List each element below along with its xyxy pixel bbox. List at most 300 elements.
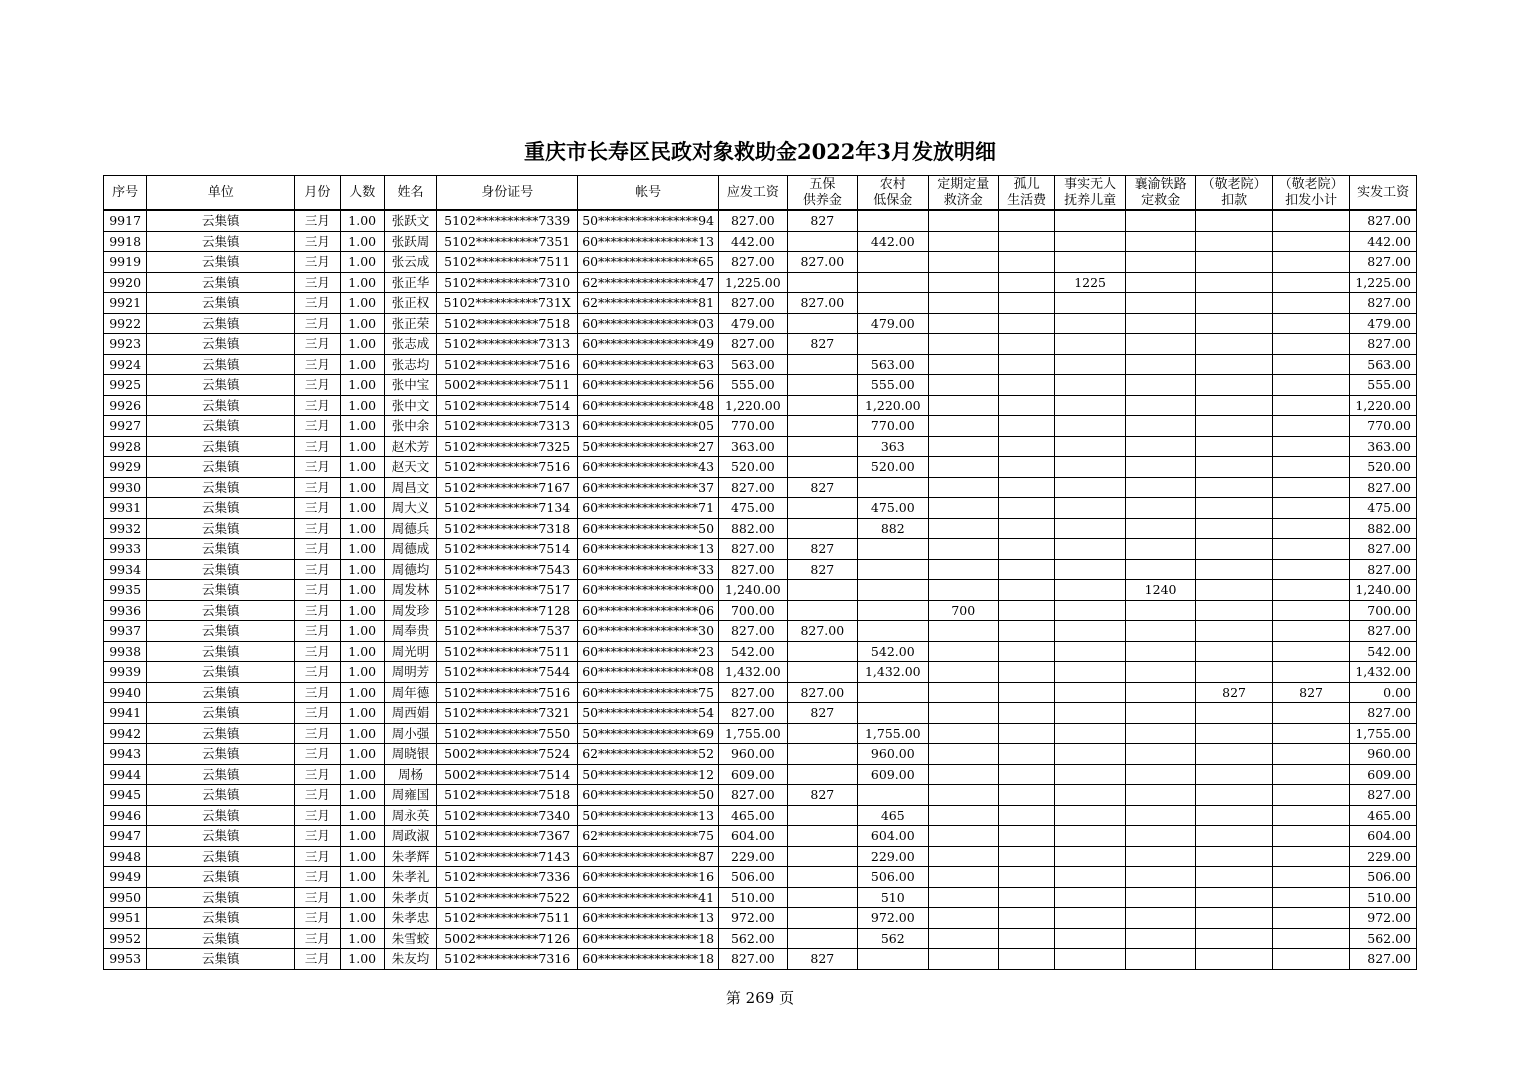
col-five-guarantee-cell: 827 — [787, 703, 857, 724]
col-actual-pay-cell: 827.00 — [1350, 477, 1417, 498]
col-payable-cell: 827.00 — [719, 682, 787, 703]
col-orphan-living-cell — [999, 580, 1055, 601]
col-regular-relief-cell — [928, 641, 998, 662]
col-orphan-living-cell — [999, 949, 1055, 970]
table-row — [104, 641, 1417, 662]
col-name-cell: 朱孝贞 — [384, 887, 436, 908]
col-count-cell: 1.00 — [340, 867, 384, 888]
col-five-guarantee-cell: 827.00 — [787, 252, 857, 273]
col-payable-cell: 827.00 — [719, 539, 787, 560]
col-railway-relief-cell — [1125, 785, 1195, 806]
col-index-cell: 9926 — [104, 395, 147, 416]
col-railway-relief-cell — [1125, 539, 1195, 560]
col-name-cell: 周永英 — [384, 805, 436, 826]
col-unit-cell: 云集镇 — [147, 580, 295, 601]
col-five-guarantee-cell: 827 — [787, 785, 857, 806]
col-five-guarantee-cell — [787, 887, 857, 908]
col-account-cell: 60****************08 — [578, 662, 719, 683]
table-row — [104, 498, 1417, 519]
col-actual-pay-cell: 827.00 — [1350, 949, 1417, 970]
col-month-cell: 三月 — [295, 621, 340, 642]
col-unit-cell: 云集镇 — [147, 723, 295, 744]
table-body — [104, 210, 1417, 969]
col-unsupported-children-cell — [1055, 395, 1125, 416]
col-regular-relief-cell — [928, 334, 998, 355]
table-row — [104, 580, 1417, 601]
col-id-number-cell: 5102**********7336 — [437, 867, 578, 888]
col-month-cell: 三月 — [295, 887, 340, 908]
col-five-guarantee-cell — [787, 457, 857, 478]
col-unit-cell: 云集镇 — [147, 539, 295, 560]
table-row — [104, 846, 1417, 867]
col-index-cell: 9947 — [104, 826, 147, 847]
col-rural-subsistence-cell — [858, 272, 928, 293]
page-number: 第 269 页 — [725, 989, 795, 1007]
col-actual-pay-cell: 520.00 — [1350, 457, 1417, 478]
col-orphan-living-cell — [999, 805, 1055, 826]
col-id-number-cell: 5102**********7543 — [437, 559, 578, 580]
col-nursing-deduction-cell — [1196, 477, 1273, 498]
col-id-number-cell: 5102**********7516 — [437, 457, 578, 478]
col-id-number-cell: 5102**********7313 — [437, 334, 578, 355]
table-row — [104, 272, 1417, 293]
col-railway-relief-cell — [1125, 621, 1195, 642]
col-month-cell: 三月 — [295, 785, 340, 806]
col-regular-relief-cell — [928, 887, 998, 908]
col-rural-subsistence-cell: 363 — [858, 436, 928, 457]
col-account-cell: 60****************71 — [578, 498, 719, 519]
col-unsupported-children-cell — [1055, 457, 1125, 478]
col-count-cell: 1.00 — [340, 457, 384, 478]
table-row — [104, 621, 1417, 642]
col-month-cell: 三月 — [295, 949, 340, 970]
col-nursing-deduction-cell — [1196, 210, 1273, 231]
col-five-guarantee-cell — [787, 805, 857, 826]
col-orphan-living-cell — [999, 416, 1055, 437]
col-id-number-cell: 5102**********7128 — [437, 600, 578, 621]
col-regular-relief-cell — [928, 272, 998, 293]
col-index-cell: 9934 — [104, 559, 147, 580]
col-count-cell: 1.00 — [340, 334, 384, 355]
col-five-guarantee-cell — [787, 744, 857, 765]
col-account-cell: 60****************50 — [578, 785, 719, 806]
col-railway-relief-cell — [1125, 662, 1195, 683]
col-actual-pay-cell: 0.00 — [1350, 682, 1417, 703]
col-name-cell: 张跃文 — [384, 210, 436, 231]
col-payable-cell: 827.00 — [719, 559, 787, 580]
col-railway-relief-header: 襄渝铁路 定救金 — [1125, 176, 1195, 211]
col-payable-cell: 363.00 — [719, 436, 787, 457]
col-index-cell: 9928 — [104, 436, 147, 457]
col-name-header: 姓名 — [384, 176, 436, 211]
col-name-cell: 周杨 — [384, 764, 436, 785]
col-index-cell: 9924 — [104, 354, 147, 375]
col-five-guarantee-cell: 827 — [787, 334, 857, 355]
col-nursing-deduction-cell — [1196, 744, 1273, 765]
col-month-cell: 三月 — [295, 928, 340, 949]
col-month-cell: 三月 — [295, 559, 340, 580]
col-unit-cell: 云集镇 — [147, 436, 295, 457]
col-account-cell: 50****************54 — [578, 703, 719, 724]
col-five-guarantee-cell — [787, 231, 857, 252]
col-nursing-deduction-cell — [1196, 313, 1273, 334]
col-unsupported-children-cell — [1055, 928, 1125, 949]
col-id-number-cell: 5102**********7351 — [437, 231, 578, 252]
col-actual-pay-cell: 604.00 — [1350, 826, 1417, 847]
col-actual-pay-cell: 827.00 — [1350, 539, 1417, 560]
col-unsupported-children-header: 事实无人 抚养儿童 — [1055, 176, 1125, 211]
col-nursing-deduction-cell — [1196, 785, 1273, 806]
col-actual-pay-cell: 1,755.00 — [1350, 723, 1417, 744]
col-railway-relief-cell — [1125, 477, 1195, 498]
col-index-cell: 9951 — [104, 908, 147, 929]
col-name-cell: 周光明 — [384, 641, 436, 662]
col-month-cell: 三月 — [295, 867, 340, 888]
col-rural-subsistence-cell: 229.00 — [858, 846, 928, 867]
col-nursing-deduction-subtotal-cell: 827 — [1272, 682, 1350, 703]
table-row — [104, 949, 1417, 970]
col-nursing-deduction-subtotal-cell — [1272, 867, 1350, 888]
col-five-guarantee-cell — [787, 662, 857, 683]
col-payable-cell: 827.00 — [719, 949, 787, 970]
col-nursing-deduction-subtotal-cell — [1272, 313, 1350, 334]
col-month-cell: 三月 — [295, 210, 340, 231]
col-five-guarantee-cell — [787, 826, 857, 847]
col-nursing-deduction-subtotal-cell — [1272, 805, 1350, 826]
table-row — [104, 395, 1417, 416]
col-count-cell: 1.00 — [340, 846, 384, 867]
col-payable-cell: 960.00 — [719, 744, 787, 765]
col-unsupported-children-cell — [1055, 313, 1125, 334]
col-railway-relief-cell — [1125, 416, 1195, 437]
col-actual-pay-cell: 506.00 — [1350, 867, 1417, 888]
col-nursing-deduction-cell: 827 — [1196, 682, 1273, 703]
col-rural-subsistence-cell — [858, 252, 928, 273]
col-month-cell: 三月 — [295, 805, 340, 826]
col-month-cell: 三月 — [295, 436, 340, 457]
col-rural-subsistence-cell: 972.00 — [858, 908, 928, 929]
col-name-cell: 张中余 — [384, 416, 436, 437]
col-index-cell: 9941 — [104, 703, 147, 724]
col-nursing-deduction-subtotal-cell — [1272, 580, 1350, 601]
col-count-cell: 1.00 — [340, 293, 384, 314]
col-account-cell: 50****************27 — [578, 436, 719, 457]
col-nursing-deduction-cell — [1196, 703, 1273, 724]
col-regular-relief-cell — [928, 846, 998, 867]
col-unit-cell: 云集镇 — [147, 477, 295, 498]
col-nursing-deduction-subtotal-cell — [1272, 231, 1350, 252]
col-unsupported-children-cell — [1055, 641, 1125, 662]
col-nursing-deduction-subtotal-cell — [1272, 375, 1350, 396]
col-count-cell: 1.00 — [340, 641, 384, 662]
col-unsupported-children-cell — [1055, 416, 1125, 437]
col-unit-cell: 云集镇 — [147, 949, 295, 970]
col-unit-cell: 云集镇 — [147, 867, 295, 888]
col-index-cell: 9952 — [104, 928, 147, 949]
col-count-cell: 1.00 — [340, 375, 384, 396]
col-count-cell: 1.00 — [340, 826, 384, 847]
col-name-cell: 张中宝 — [384, 375, 436, 396]
col-name-cell: 张志均 — [384, 354, 436, 375]
col-actual-pay-cell: 465.00 — [1350, 805, 1417, 826]
col-actual-pay-cell: 475.00 — [1350, 498, 1417, 519]
col-payable-cell: 972.00 — [719, 908, 787, 929]
col-name-cell: 赵术芳 — [384, 436, 436, 457]
col-month-cell: 三月 — [295, 518, 340, 539]
col-count-cell: 1.00 — [340, 252, 384, 273]
col-regular-relief-cell — [928, 744, 998, 765]
col-account-cell: 50****************69 — [578, 723, 719, 744]
col-id-number-cell: 5002**********7514 — [437, 764, 578, 785]
col-orphan-living-cell — [999, 785, 1055, 806]
col-five-guarantee-cell — [787, 498, 857, 519]
col-month-cell: 三月 — [295, 600, 340, 621]
col-unit-cell: 云集镇 — [147, 559, 295, 580]
col-unsupported-children-cell — [1055, 805, 1125, 826]
col-rural-subsistence-cell: 479.00 — [858, 313, 928, 334]
col-five-guarantee-cell — [787, 416, 857, 437]
col-nursing-deduction-subtotal-cell — [1272, 416, 1350, 437]
col-count-cell: 1.00 — [340, 764, 384, 785]
col-id-number-cell: 5102**********7514 — [437, 395, 578, 416]
col-id-number-cell: 5102**********7321 — [437, 703, 578, 724]
col-unit-cell: 云集镇 — [147, 210, 295, 231]
col-railway-relief-cell — [1125, 764, 1195, 785]
col-count-cell: 1.00 — [340, 395, 384, 416]
col-regular-relief-cell — [928, 559, 998, 580]
table-row — [104, 559, 1417, 580]
col-rural-subsistence-cell: 1,432.00 — [858, 662, 928, 683]
col-unsupported-children-cell — [1055, 477, 1125, 498]
col-orphan-living-cell — [999, 682, 1055, 703]
col-nursing-deduction-cell — [1196, 416, 1273, 437]
col-id-number-cell: 5102**********7143 — [437, 846, 578, 867]
col-railway-relief-cell — [1125, 867, 1195, 888]
col-regular-relief-cell: 700 — [928, 600, 998, 621]
table-row — [104, 252, 1417, 273]
col-unit-cell: 云集镇 — [147, 908, 295, 929]
col-account-cell: 60****************37 — [578, 477, 719, 498]
col-unit-cell: 云集镇 — [147, 457, 295, 478]
table-row — [104, 744, 1417, 765]
table-row — [104, 662, 1417, 683]
col-unsupported-children-cell — [1055, 662, 1125, 683]
col-index-cell: 9918 — [104, 231, 147, 252]
col-payable-cell: 563.00 — [719, 354, 787, 375]
col-actual-pay-cell: 770.00 — [1350, 416, 1417, 437]
col-index-cell: 9922 — [104, 313, 147, 334]
col-payable-cell: 700.00 — [719, 600, 787, 621]
col-regular-relief-cell — [928, 908, 998, 929]
col-nursing-deduction-cell — [1196, 764, 1273, 785]
col-five-guarantee-cell — [787, 375, 857, 396]
col-index-cell: 9948 — [104, 846, 147, 867]
col-orphan-living-cell — [999, 928, 1055, 949]
col-month-cell: 三月 — [295, 395, 340, 416]
col-five-guarantee-header: 五保 供养金 — [787, 176, 857, 211]
col-actual-pay-cell: 563.00 — [1350, 354, 1417, 375]
col-railway-relief-cell — [1125, 293, 1195, 314]
col-actual-pay-cell: 972.00 — [1350, 908, 1417, 929]
col-rural-subsistence-cell — [858, 559, 928, 580]
col-account-cell: 60****************56 — [578, 375, 719, 396]
col-actual-pay-cell: 827.00 — [1350, 703, 1417, 724]
col-nursing-deduction-subtotal-cell — [1272, 210, 1350, 231]
col-five-guarantee-cell — [787, 764, 857, 785]
table-row — [104, 908, 1417, 929]
col-actual-pay-cell: 827.00 — [1350, 210, 1417, 231]
table-header — [104, 176, 1417, 211]
col-month-cell: 三月 — [295, 354, 340, 375]
col-name-cell: 张云成 — [384, 252, 436, 273]
col-railway-relief-cell — [1125, 723, 1195, 744]
col-payable-cell: 827.00 — [719, 252, 787, 273]
col-count-cell: 1.00 — [340, 928, 384, 949]
col-nursing-deduction-subtotal-cell — [1272, 600, 1350, 621]
col-count-cell: 1.00 — [340, 703, 384, 724]
col-name-cell: 朱孝辉 — [384, 846, 436, 867]
col-five-guarantee-cell — [787, 436, 857, 457]
col-orphan-living-cell — [999, 887, 1055, 908]
col-unit-cell: 云集镇 — [147, 764, 295, 785]
col-rural-subsistence-cell: 1,755.00 — [858, 723, 928, 744]
col-count-cell: 1.00 — [340, 498, 384, 519]
col-orphan-living-cell — [999, 600, 1055, 621]
col-account-cell: 62****************52 — [578, 744, 719, 765]
col-index-cell: 9946 — [104, 805, 147, 826]
col-railway-relief-cell — [1125, 805, 1195, 826]
col-name-cell: 周晓银 — [384, 744, 436, 765]
col-railway-relief-cell — [1125, 334, 1195, 355]
col-actual-pay-cell: 555.00 — [1350, 375, 1417, 396]
col-payable-cell: 827.00 — [719, 477, 787, 498]
col-unit-cell: 云集镇 — [147, 375, 295, 396]
col-id-number-cell: 5102**********731X — [437, 293, 578, 314]
col-nursing-deduction-subtotal-cell — [1272, 559, 1350, 580]
col-unit-cell: 云集镇 — [147, 272, 295, 293]
col-unit-cell: 云集镇 — [147, 231, 295, 252]
table-row — [104, 334, 1417, 355]
col-month-cell: 三月 — [295, 375, 340, 396]
col-index-cell: 9949 — [104, 867, 147, 888]
table-row — [104, 826, 1417, 847]
col-id-number-cell: 5102**********7522 — [437, 887, 578, 908]
col-regular-relief-cell — [928, 210, 998, 231]
col-unit-cell: 云集镇 — [147, 744, 295, 765]
col-count-cell: 1.00 — [340, 559, 384, 580]
col-rural-subsistence-cell: 465 — [858, 805, 928, 826]
col-unsupported-children-cell — [1055, 210, 1125, 231]
col-account-cell: 60****************75 — [578, 682, 719, 703]
col-name-cell: 周雍国 — [384, 785, 436, 806]
col-railway-relief-cell: 1240 — [1125, 580, 1195, 601]
col-name-cell: 赵天文 — [384, 457, 436, 478]
col-five-guarantee-cell: 827.00 — [787, 682, 857, 703]
col-orphan-living-cell — [999, 621, 1055, 642]
col-name-cell: 张中文 — [384, 395, 436, 416]
col-name-cell: 周发珍 — [384, 600, 436, 621]
col-nursing-deduction-cell — [1196, 498, 1273, 519]
col-rural-subsistence-cell: 770.00 — [858, 416, 928, 437]
col-rural-subsistence-cell — [858, 334, 928, 355]
col-actual-pay-cell: 827.00 — [1350, 293, 1417, 314]
col-unsupported-children-cell — [1055, 744, 1125, 765]
col-payable-cell: 770.00 — [719, 416, 787, 437]
col-nursing-deduction-cell — [1196, 559, 1273, 580]
col-unit-cell: 云集镇 — [147, 252, 295, 273]
col-regular-relief-cell — [928, 785, 998, 806]
col-unsupported-children-cell — [1055, 826, 1125, 847]
col-actual-pay-cell: 827.00 — [1350, 559, 1417, 580]
col-nursing-deduction-cell — [1196, 334, 1273, 355]
col-railway-relief-cell — [1125, 908, 1195, 929]
col-actual-pay-cell: 442.00 — [1350, 231, 1417, 252]
col-unsupported-children-cell — [1055, 887, 1125, 908]
col-nursing-deduction-cell — [1196, 252, 1273, 273]
col-regular-relief-cell — [928, 805, 998, 826]
table-row — [104, 764, 1417, 785]
col-nursing-deduction-cell — [1196, 928, 1273, 949]
col-actual-pay-cell: 827.00 — [1350, 621, 1417, 642]
col-payable-cell: 465.00 — [719, 805, 787, 826]
col-id-number-cell: 5102**********7517 — [437, 580, 578, 601]
col-five-guarantee-cell — [787, 928, 857, 949]
col-nursing-deduction-cell — [1196, 395, 1273, 416]
col-month-cell: 三月 — [295, 231, 340, 252]
col-actual-pay-cell: 542.00 — [1350, 641, 1417, 662]
col-count-cell: 1.00 — [340, 949, 384, 970]
col-name-cell: 周发林 — [384, 580, 436, 601]
col-orphan-living-cell — [999, 354, 1055, 375]
col-index-cell: 9929 — [104, 457, 147, 478]
col-account-cell: 50****************94 — [578, 210, 719, 231]
col-regular-relief-cell — [928, 395, 998, 416]
col-index-cell: 9927 — [104, 416, 147, 437]
col-id-number-cell: 5102**********7516 — [437, 354, 578, 375]
col-railway-relief-cell — [1125, 703, 1195, 724]
col-unit-cell: 云集镇 — [147, 928, 295, 949]
col-month-cell: 三月 — [295, 723, 340, 744]
col-unit-cell: 云集镇 — [147, 785, 295, 806]
col-orphan-living-cell — [999, 641, 1055, 662]
col-five-guarantee-cell: 827 — [787, 559, 857, 580]
col-index-cell: 9932 — [104, 518, 147, 539]
col-payable-cell: 542.00 — [719, 641, 787, 662]
table-row — [104, 210, 1417, 231]
col-count-cell: 1.00 — [340, 662, 384, 683]
col-rural-subsistence-cell: 475.00 — [858, 498, 928, 519]
col-rural-subsistence-header: 农村 低保金 — [858, 176, 928, 211]
col-regular-relief-cell — [928, 826, 998, 847]
col-count-cell: 1.00 — [340, 682, 384, 703]
col-nursing-deduction-subtotal-cell — [1272, 293, 1350, 314]
col-railway-relief-cell — [1125, 518, 1195, 539]
col-month-header: 月份 — [295, 176, 340, 211]
col-railway-relief-cell — [1125, 375, 1195, 396]
table-row — [104, 867, 1417, 888]
table-row — [104, 477, 1417, 498]
col-regular-relief-cell — [928, 231, 998, 252]
col-account-header: 帐号 — [578, 176, 719, 211]
col-nursing-deduction-subtotal-cell — [1272, 826, 1350, 847]
col-regular-relief-cell — [928, 867, 998, 888]
col-railway-relief-cell — [1125, 887, 1195, 908]
col-index-cell: 9925 — [104, 375, 147, 396]
col-nursing-deduction-subtotal-cell — [1272, 272, 1350, 293]
col-regular-relief-header: 定期定量 救济金 — [928, 176, 998, 211]
col-index-cell: 9930 — [104, 477, 147, 498]
col-unsupported-children-cell — [1055, 764, 1125, 785]
